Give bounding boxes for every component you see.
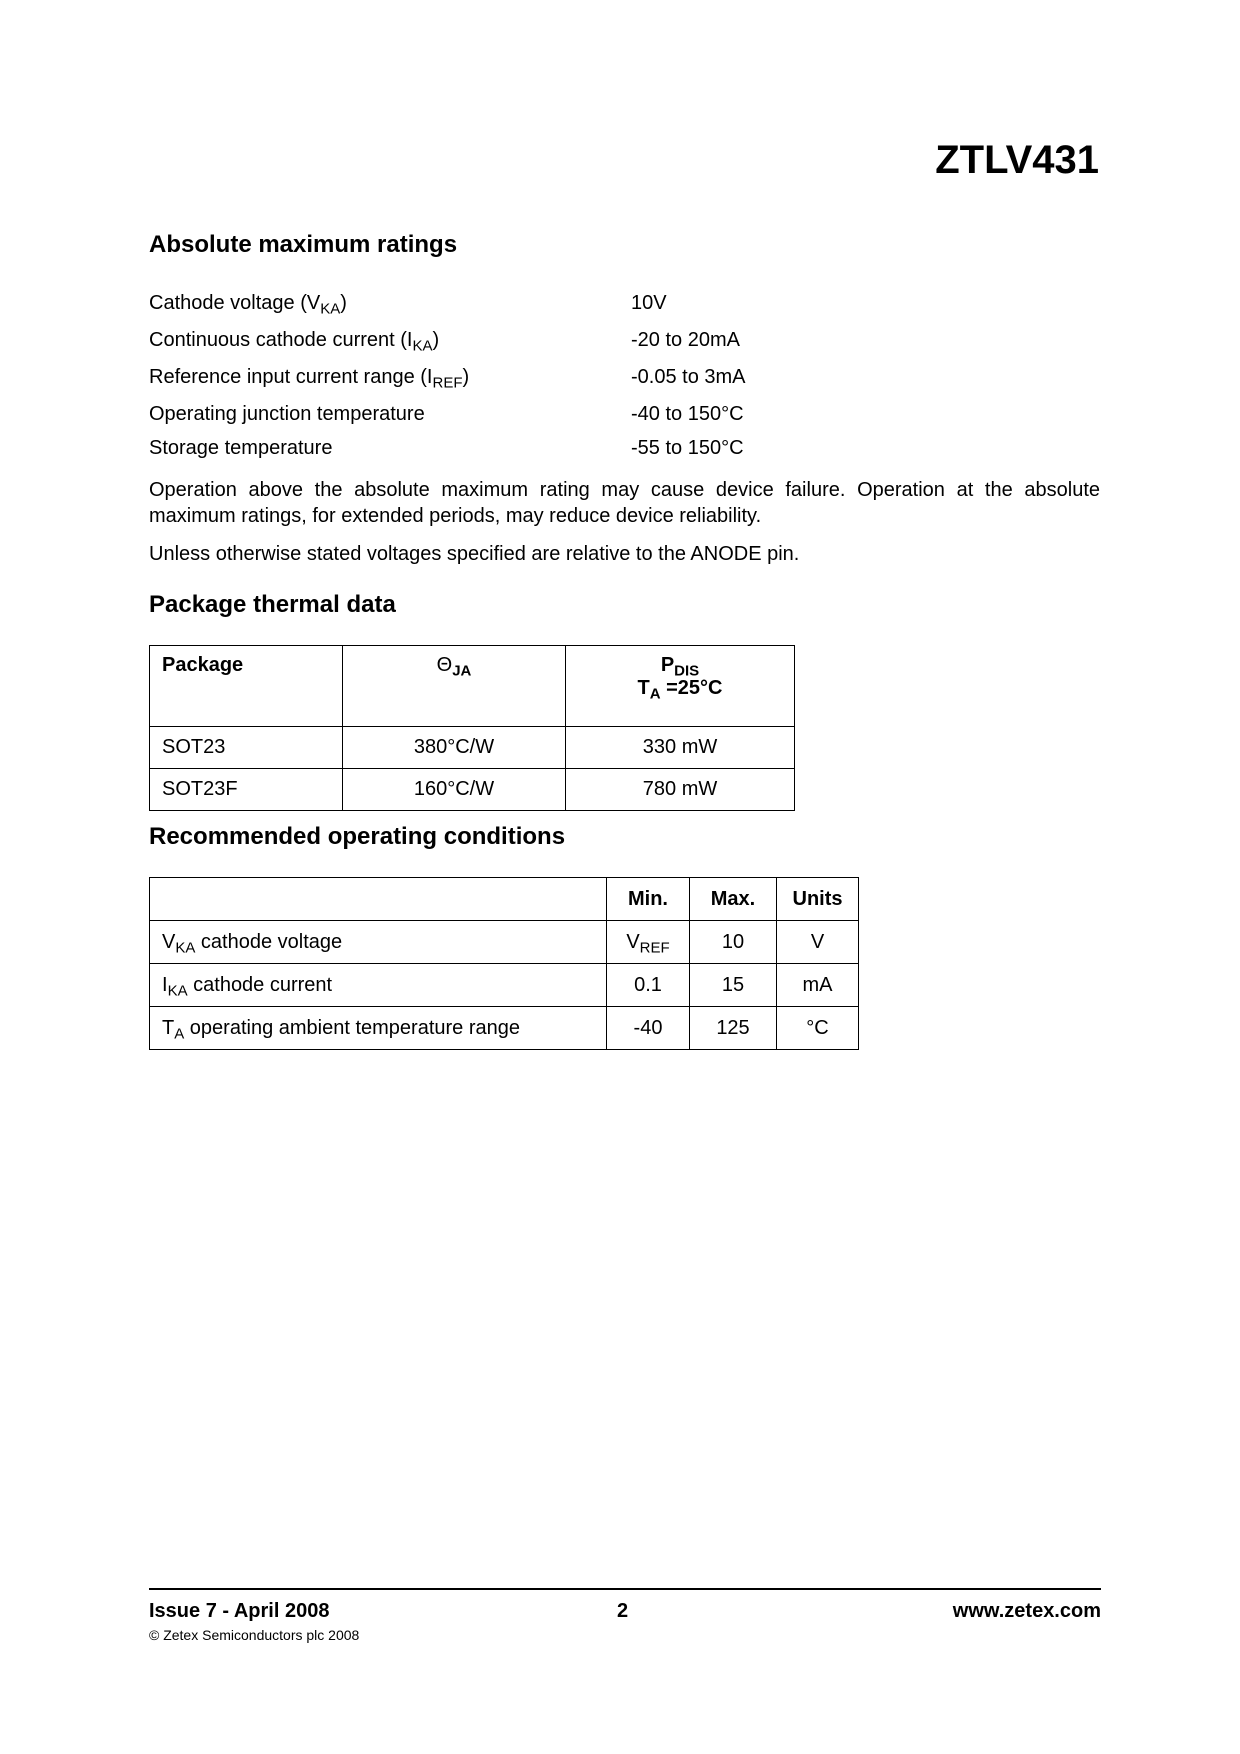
header-units: Units: [777, 878, 859, 921]
table-row: [150, 964, 859, 1007]
table-row: [150, 727, 795, 769]
anode-note: Unless otherwise stated voltages specified are relative to the ANODE pin.: [149, 543, 800, 565]
min-cell: -40: [607, 1007, 690, 1050]
table-row: [150, 1007, 859, 1050]
header-min: Min.: [607, 878, 690, 921]
header-theta: $\Theta_{JA}$: [343, 646, 566, 727]
header-blank: [150, 878, 607, 921]
max-cell: 15: [690, 964, 777, 1007]
rating-value: -20 to 20mA: [631, 329, 740, 351]
min-cell: $V_{REF}$: [607, 921, 690, 964]
recommended-heading: Recommended operating conditions: [149, 823, 566, 850]
rating-label: Cathode voltage $(V_{KA})$: [149, 292, 347, 318]
thermal-heading: Package thermal data: [149, 591, 396, 618]
footer-issue: Issue 7 - April 2008: [149, 1600, 330, 1622]
rating-value: -40 to 150°C: [631, 403, 744, 425]
header-package: Package: [150, 646, 343, 727]
param-cell: $I_{KA}$ cathode current: [150, 964, 607, 1007]
max-cell: 125: [690, 1007, 777, 1050]
thermal-table: [149, 645, 795, 811]
table-row: [150, 769, 795, 811]
pdis-cell: 330 mW: [566, 727, 795, 769]
package-cell: SOT23F: [150, 769, 343, 811]
abs-max-heading: Absolute maximum ratings: [149, 231, 458, 258]
footer-url[interactable]: www.zetex.com: [952, 1600, 1101, 1622]
rating-label: Operating junction temperature: [149, 403, 425, 425]
rating-value: 10V: [631, 292, 667, 314]
table-row: [150, 921, 859, 964]
footer-divider: [149, 1588, 1101, 1590]
param-cell: $T_A$ operating ambient temperature range: [150, 1007, 607, 1050]
max-cell: 10: [690, 921, 777, 964]
footer-page-number: 2: [617, 1600, 629, 1622]
pdis-cell: 780 mW: [566, 769, 795, 811]
table-header-row: [150, 878, 859, 921]
part-number-title: ZTLV431: [935, 138, 1099, 182]
failure-note: Operation above the absolute maximum rating may cause device failure. Operation at the absolute maximum ratings, for extended periods, may reduce device reliability.: [149, 479, 1100, 527]
rating-label: Reference input current range $(I_{REF})$: [149, 366, 470, 392]
recommended-table: [149, 877, 859, 1050]
table-header-row: [150, 646, 795, 727]
rating-label: Storage temperature: [149, 437, 333, 459]
package-cell: SOT23: [150, 727, 343, 769]
min-cell: 0.1: [607, 964, 690, 1007]
theta-cell: 380°C/W: [343, 727, 566, 769]
header-pdis: $P_{DIS}$ $T_A =25^\circ C$: [566, 646, 795, 727]
rating-label: Continuous cathode current $(I_{KA})$: [149, 329, 440, 355]
units-cell: °C: [777, 1007, 859, 1050]
footer-copyright: © Zetex Semiconductors plc 2008: [149, 1627, 360, 1643]
theta-cell: 160°C/W: [343, 769, 566, 811]
units-cell: V: [777, 921, 859, 964]
rating-value: -0.05 to 3mA: [631, 366, 746, 388]
param-cell: $V_{KA}$ cathode voltage: [150, 921, 607, 964]
units-cell: mA: [777, 964, 859, 1007]
header-max: Max.: [690, 878, 777, 921]
rating-value: -55 to 150°C: [631, 437, 744, 459]
